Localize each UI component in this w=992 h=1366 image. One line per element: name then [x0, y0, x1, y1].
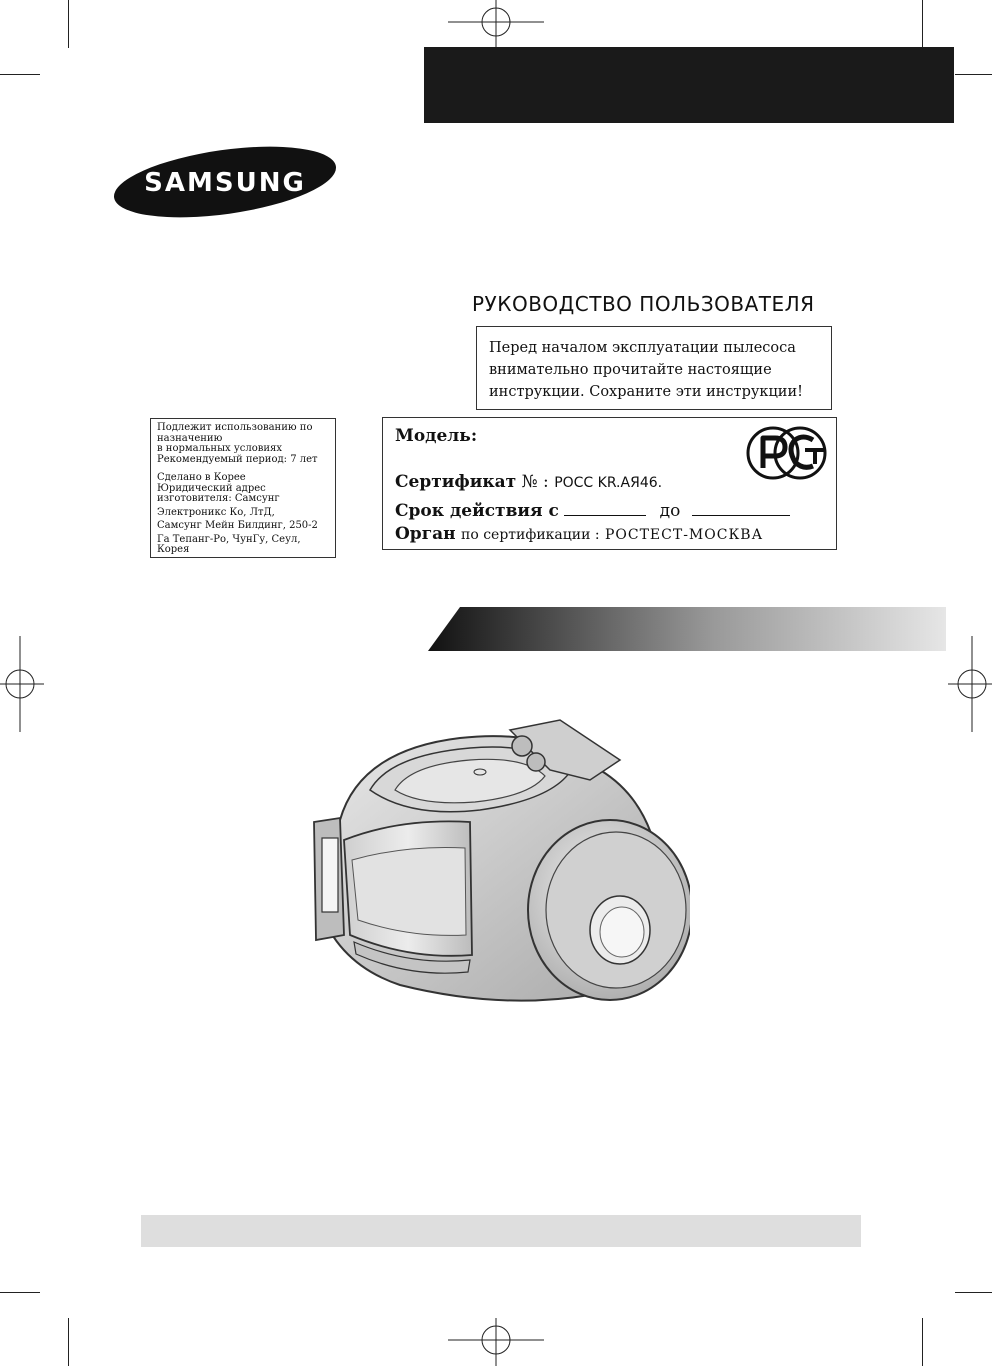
info-line: в нормальных условиях — [157, 443, 282, 454]
cert-label: Сертификат — [395, 472, 517, 492]
notice-line: внимательно прочитайте настоящие — [489, 362, 772, 378]
header-black-bar — [424, 47, 954, 123]
notice-box — [476, 326, 832, 410]
info-line: Рекомендуемый период: 7 лет — [157, 453, 318, 465]
registration-mark — [448, 0, 544, 48]
info-line: Подлежит использованию по — [157, 422, 313, 433]
crop-mark — [0, 1292, 40, 1293]
crop-mark — [955, 1292, 992, 1293]
notice-line: Перед началом эксплуатации пылесоса — [489, 340, 796, 356]
manufacturer-info-box — [150, 418, 336, 558]
certificate-row — [395, 472, 662, 492]
crop-mark — [922, 0, 923, 48]
info-line: Электроникс Ко, ЛтД, — [157, 506, 275, 518]
organ-rest: по сертификации : — [460, 527, 600, 543]
validity-from-blank — [564, 501, 646, 516]
manual-title: РУКОВОДСТВО ПОЛЬЗОВАТЕЛЯ — [472, 292, 815, 316]
validity-to-blank — [692, 501, 790, 516]
organ-value: РОСТЕСТ-МОСКВА — [604, 527, 764, 543]
notice-line: инструкции. Сохраните эти инструкции! — [489, 384, 803, 400]
validity-row — [395, 501, 790, 521]
crop-mark — [922, 1318, 923, 1366]
crop-mark — [0, 74, 40, 75]
model-label: Модель: — [395, 426, 478, 446]
registration-mark — [0, 636, 44, 732]
organ-label: Орган — [395, 524, 456, 544]
footer-gray-bar — [141, 1215, 861, 1247]
pct-certification-mark-icon — [745, 424, 829, 482]
info-line: назначению — [157, 432, 223, 444]
cert-value: РОСС KR.АЯ46. — [554, 475, 663, 491]
validity-label: Срок действия с — [395, 501, 559, 521]
samsung-logo — [112, 146, 338, 218]
registration-mark — [948, 636, 992, 732]
organ-row — [395, 524, 763, 544]
info-line: изготовителя: Самсунг — [157, 493, 280, 504]
crop-mark — [68, 1318, 69, 1366]
info-line: Сделано в Корее — [157, 472, 246, 483]
info-line: Юридический адрес — [157, 482, 266, 494]
vacuum-cleaner-illustration — [300, 710, 690, 1010]
info-line: Самсунг Мейн Билдинг, 250-2 — [157, 520, 318, 531]
validity-to-label: до — [659, 501, 681, 521]
gradient-banner — [428, 607, 946, 651]
crop-mark — [955, 74, 992, 75]
crop-mark — [68, 0, 69, 48]
model-row — [395, 426, 477, 446]
cert-no-sign: № : — [521, 472, 549, 492]
info-line: Га Тепанг-Ро, ЧунГу, Сеул, — [157, 533, 301, 545]
svg-text:SAMSUNG: SAMSUNG — [144, 168, 306, 198]
info-line: Корея — [157, 544, 190, 555]
registration-mark — [448, 1318, 544, 1366]
